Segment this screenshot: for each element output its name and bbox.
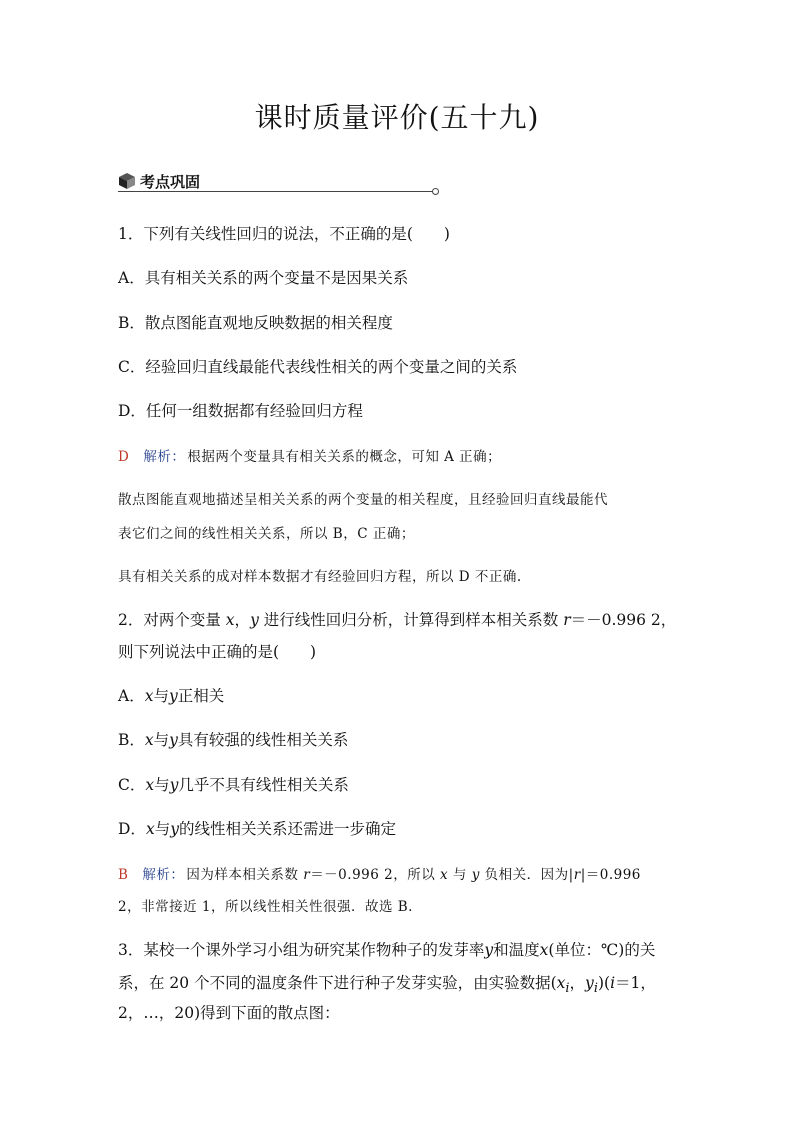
question-2-analysis-line-2: 2，非常接近 1，所以线性相关性很强．故选 B.	[118, 899, 413, 915]
question-1-option-a: A．具有相关关系的两个变量不是因果关系	[118, 269, 409, 287]
option-text: 与	[154, 776, 170, 794]
question-1-analysis-line-3: 表它们之间的线性相关关系，所以 B，C 正确；	[118, 526, 415, 542]
question-2-option-c	[118, 773, 678, 795]
var-y: y	[169, 776, 179, 794]
var-y: y	[170, 820, 179, 838]
option-text: 具有较强的线性相关关系	[177, 731, 349, 749]
option-prefix: D．	[118, 820, 146, 838]
stem-text: ＝－0.996 2，	[570, 611, 677, 629]
analysis-label: 解析：	[142, 867, 185, 883]
option-prefix: C．	[118, 776, 146, 794]
question-2-option-d	[118, 817, 678, 839]
subscript-i: i	[593, 981, 598, 997]
question-3-stem	[118, 938, 678, 960]
var-y: y	[169, 731, 178, 749]
section-divider	[118, 191, 434, 192]
var-x: x	[144, 731, 154, 749]
option-prefix: A．	[118, 687, 145, 705]
question-1-analysis-line-2: 散点图能直观地描述呈相关关系的两个变量的相关程度，且经验回归直线最能代	[118, 492, 608, 508]
stem-text: 2．对两个变量	[118, 611, 226, 629]
stem-text: 系，在 20 个不同的温度条件下进行种子发芽实验，由实验数据(	[118, 974, 557, 992]
var-y: y	[471, 867, 480, 883]
question-1-option-c: C．经验回归直线最能代表线性相关的两个变量之间的关系	[118, 358, 518, 376]
answer-key: B	[118, 867, 129, 883]
question-2-analysis	[118, 863, 678, 883]
var-y: y	[168, 687, 178, 705]
analysis-text: 与	[448, 867, 472, 883]
analysis-text: 负相关．因为|	[479, 867, 574, 883]
divider-end-dot	[432, 188, 439, 195]
option-text: 几乎不具有线性相关关系	[178, 776, 349, 794]
var-x: x	[225, 611, 235, 629]
question-1-analysis-line-4: 具有相关关系的成对样本数据才有经验回归方程，所以 D 不正确.	[118, 569, 522, 585]
analysis-text: 因为样本相关系数	[186, 867, 304, 883]
question-1-option-b: B．散点图能直观地反映数据的相关程度	[118, 314, 393, 332]
var-x: x	[539, 941, 549, 959]
var-r: r	[573, 867, 581, 883]
option-text: 与	[154, 820, 171, 838]
option-text: 与	[153, 731, 170, 749]
question-3-stem-line-2	[118, 971, 678, 996]
option-text: 的线性相关关系还需进一步确定	[178, 820, 396, 838]
analysis-text: |＝0.996	[580, 867, 641, 883]
question-2-stem	[118, 608, 678, 630]
section-title: 考点巩固	[140, 173, 201, 191]
question-3-stem-line-3: 2，…，20)得到下面的散点图：	[118, 1004, 340, 1022]
var-x: x	[145, 776, 155, 794]
option-text: 与	[153, 687, 169, 705]
question-1-analysis	[118, 445, 678, 465]
section-header	[118, 170, 438, 192]
question-1-stem: 1．下列有关线性回归的说法，不正确的是( )	[118, 225, 450, 243]
analysis-text: ＝－0.996 2，所以	[310, 867, 441, 883]
analysis-text: 根据两个变量具有相关关系的概念，可知 A 正确；	[187, 449, 502, 465]
option-text: 正相关	[177, 687, 225, 705]
var-y: y	[585, 974, 594, 992]
cube-icon	[118, 172, 136, 190]
question-1-option-d: D．任何一组数据都有经验回归方程	[118, 402, 363, 420]
stem-text: ＝1，	[615, 974, 656, 992]
stem-text: 3．某校一个课外学习小组为研究某作物种子的发芽率	[118, 941, 485, 959]
question-2-stem-line-2: 则下列说法中正确的是( )	[118, 643, 317, 661]
page-title: 课时质量评价(五十九)	[254, 101, 540, 134]
analysis-label: 解析：	[143, 449, 186, 465]
var-y: y	[484, 941, 494, 959]
var-x: x	[440, 867, 449, 883]
stem-text: (单位：℃)的关	[548, 941, 656, 959]
stem-text: 进行线性回归分析，计算得到样本相关系数	[258, 611, 564, 629]
answer-key: D	[118, 449, 130, 465]
var-x: x	[144, 687, 154, 705]
stem-text: )(	[597, 974, 611, 992]
stem-text: ，	[569, 974, 586, 992]
subscript-i: i	[565, 981, 570, 997]
question-2-option-a	[118, 684, 678, 706]
var-r: r	[563, 611, 571, 629]
var-x: x	[145, 820, 155, 838]
stem-text: ，	[234, 611, 251, 629]
option-prefix: B．	[118, 731, 145, 749]
question-2-option-b	[118, 728, 678, 750]
var-r: r	[303, 867, 311, 883]
var-i: i	[610, 974, 616, 992]
var-x: x	[556, 974, 566, 992]
stem-text: 和温度	[493, 941, 540, 959]
var-y: y	[250, 611, 259, 629]
